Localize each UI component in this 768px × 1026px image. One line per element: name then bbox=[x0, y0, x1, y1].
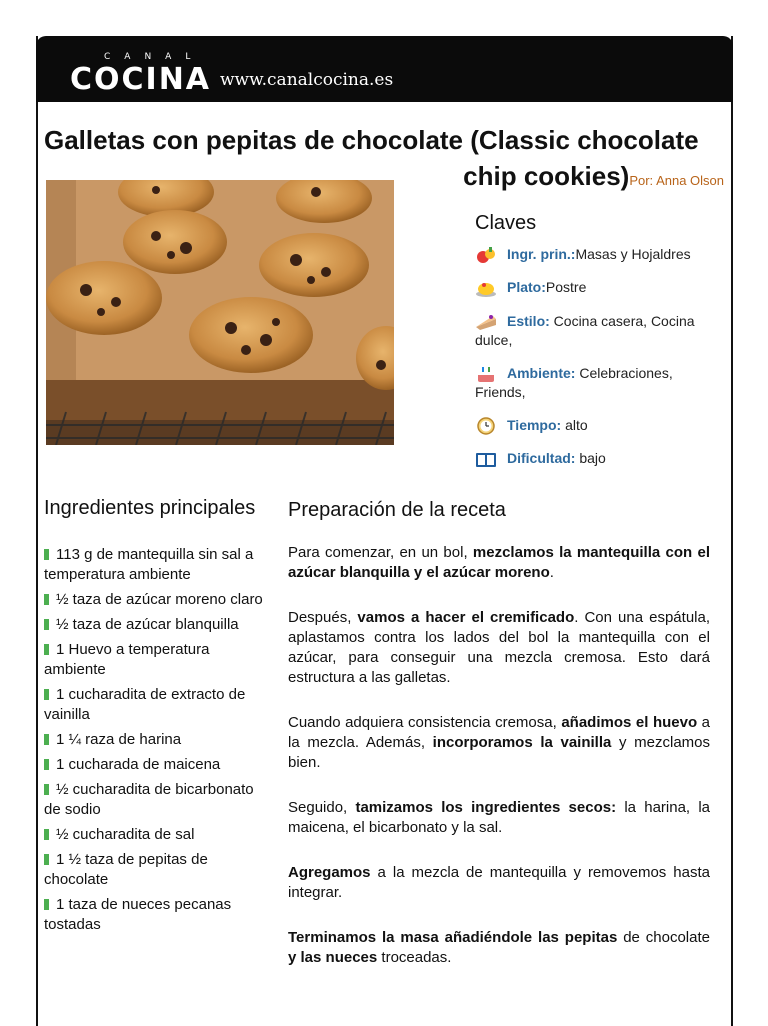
step-text: Para comenzar, en un bol, bbox=[288, 544, 473, 561]
ingredient-item bbox=[44, 545, 269, 585]
step-emphasis: añadimos el huevo bbox=[561, 714, 698, 731]
ingredient-text: 1 Huevo a temperatura ambiente bbox=[44, 641, 210, 678]
step-paragraph bbox=[288, 713, 710, 773]
bullet-icon bbox=[44, 734, 49, 745]
step-text: . Con una espátula, aplastamos contra los lados del bol la mantequilla con el azúcar, para conseguir una mezcla cremosa. Esto dará estructura a las galletas. bbox=[288, 609, 710, 686]
clave-label: Dificultad: bbox=[507, 450, 576, 467]
recipe-author[interactable]: Por: Anna Olson bbox=[629, 173, 724, 188]
bullet-icon bbox=[44, 689, 49, 700]
clave-label: Tiempo: bbox=[507, 417, 562, 434]
step-emphasis: y las nueces bbox=[288, 949, 378, 966]
clave-value[interactable]: Cocina casera, Cocina dulce, bbox=[475, 312, 695, 348]
cookies-photo bbox=[46, 180, 394, 445]
bullet-icon bbox=[44, 644, 49, 655]
claves-panel bbox=[475, 212, 725, 483]
clave-estilo bbox=[475, 312, 725, 350]
clave-tiempo bbox=[475, 416, 725, 435]
clave-ingr-prin bbox=[475, 245, 725, 264]
ingredient-item bbox=[44, 825, 269, 845]
step-text: y mezclamos bien. bbox=[288, 734, 710, 771]
bullet-icon bbox=[44, 854, 49, 865]
ingredient-text: ½ taza de azúcar blanquilla bbox=[56, 616, 239, 633]
bullet-icon bbox=[44, 899, 49, 910]
step-text: Cuando adquiera consistencia cremosa, bbox=[288, 714, 562, 731]
book-icon bbox=[475, 451, 497, 469]
ingredient-text: ½ taza de azúcar moreno claro bbox=[56, 591, 263, 608]
step-emphasis: tamizamos los ingredientes secos: bbox=[355, 799, 617, 816]
canal-cocina-logo[interactable] bbox=[70, 50, 210, 95]
clave-value[interactable]: Masas y Hojaldres bbox=[575, 246, 691, 262]
step-emphasis: mezclamos la mantequilla con el azúcar blanquilla y el azúcar moreno bbox=[288, 544, 710, 581]
step-paragraph bbox=[288, 543, 710, 583]
ingredient-item bbox=[44, 640, 269, 680]
bullet-icon bbox=[44, 549, 49, 560]
step-paragraph bbox=[288, 798, 710, 838]
ingredient-item bbox=[44, 730, 269, 750]
ingredient-text: 113 g de mantequilla sin sal a temperatura ambiente bbox=[44, 546, 254, 583]
cake-plate-icon bbox=[475, 280, 497, 298]
birthday-cake-icon bbox=[475, 365, 497, 383]
clave-value[interactable]: bajo bbox=[575, 450, 606, 467]
step-emphasis: Agregamos bbox=[288, 864, 371, 881]
pie-slice-icon bbox=[475, 313, 497, 331]
ingredient-text: 1 ½ taza de pepitas de chocolate bbox=[44, 851, 208, 888]
ingredient-item bbox=[44, 780, 269, 820]
step-emphasis: incorporamos la vainilla bbox=[432, 734, 612, 751]
logo-small-text: CANAL bbox=[104, 52, 205, 62]
clave-plato bbox=[475, 278, 725, 297]
step-text: troceadas. bbox=[377, 949, 452, 966]
clave-value[interactable]: Postre bbox=[545, 279, 587, 296]
ingredient-item bbox=[44, 850, 269, 890]
step-paragraph bbox=[288, 928, 710, 968]
ingredient-text: ½ cucharadita de sal bbox=[56, 826, 195, 843]
ingredient-item bbox=[44, 755, 269, 775]
clave-label: Ingr. prin.: bbox=[507, 246, 576, 262]
ingredient-text: 1 cucharadita de extracto de vainilla bbox=[44, 686, 246, 723]
step-text: a la mezcla. Además, bbox=[288, 714, 711, 751]
ingredients-list bbox=[44, 545, 269, 940]
step-emphasis: vamos a hacer el cremificado bbox=[357, 609, 575, 626]
preparation-steps bbox=[288, 543, 710, 993]
ingredient-item bbox=[44, 895, 269, 935]
site-url[interactable]: www.canalcocina.es bbox=[220, 70, 394, 90]
step-text: a la mezcla de mantequilla y removemos hasta integrar. bbox=[288, 864, 710, 901]
ingredient-text: 1 cucharada de maicena bbox=[56, 756, 221, 773]
step-emphasis: Terminamos la masa añadiéndole las pepitas bbox=[288, 929, 618, 946]
step-text: Seguido, bbox=[288, 799, 356, 816]
clave-value[interactable]: alto bbox=[561, 417, 588, 434]
step-text: . bbox=[549, 564, 554, 581]
bullet-icon bbox=[44, 594, 49, 605]
vegetables-icon bbox=[475, 246, 497, 264]
ingredients-heading: Ingredientes principales bbox=[44, 497, 256, 519]
ingredient-text: 1 taza de nueces pecanas tostadas bbox=[44, 896, 232, 933]
clave-ambiente bbox=[475, 364, 725, 402]
ingredient-text: 1 ¼ raza de harina bbox=[56, 731, 182, 748]
step-paragraph bbox=[288, 863, 710, 903]
clave-label: Plato: bbox=[507, 279, 546, 296]
bullet-icon bbox=[44, 759, 49, 770]
claves-heading: Claves bbox=[475, 212, 537, 234]
clock-icon bbox=[475, 417, 497, 435]
recipe-title-line1: Galletas con pepitas de chocolate (Classic chocolate bbox=[44, 125, 699, 155]
ingredient-text: ½ cucharadita de bicarbonato de sodio bbox=[44, 781, 254, 818]
clave-value[interactable]: Celebraciones, Friends, bbox=[475, 364, 673, 401]
clave-dificultad bbox=[475, 449, 725, 468]
logo-main-text: COCINA bbox=[70, 62, 212, 97]
bullet-icon bbox=[44, 619, 49, 630]
step-text: Después, bbox=[288, 609, 358, 626]
preparation-heading: Preparación de la receta bbox=[288, 499, 506, 521]
clave-label: Estilo: bbox=[507, 312, 550, 329]
recipe-title-line2: chip cookies) bbox=[463, 161, 630, 191]
ingredient-item bbox=[44, 590, 269, 610]
step-text: de chocolate bbox=[617, 929, 710, 946]
bullet-icon bbox=[44, 829, 49, 840]
step-text: la harina, la maicena, el bicarbonato y la sal. bbox=[288, 799, 710, 836]
ingredient-item bbox=[44, 615, 269, 635]
bullet-icon bbox=[44, 784, 49, 795]
clave-label: Ambiente: bbox=[507, 364, 576, 381]
ingredient-item bbox=[44, 685, 269, 725]
step-paragraph bbox=[288, 608, 710, 688]
